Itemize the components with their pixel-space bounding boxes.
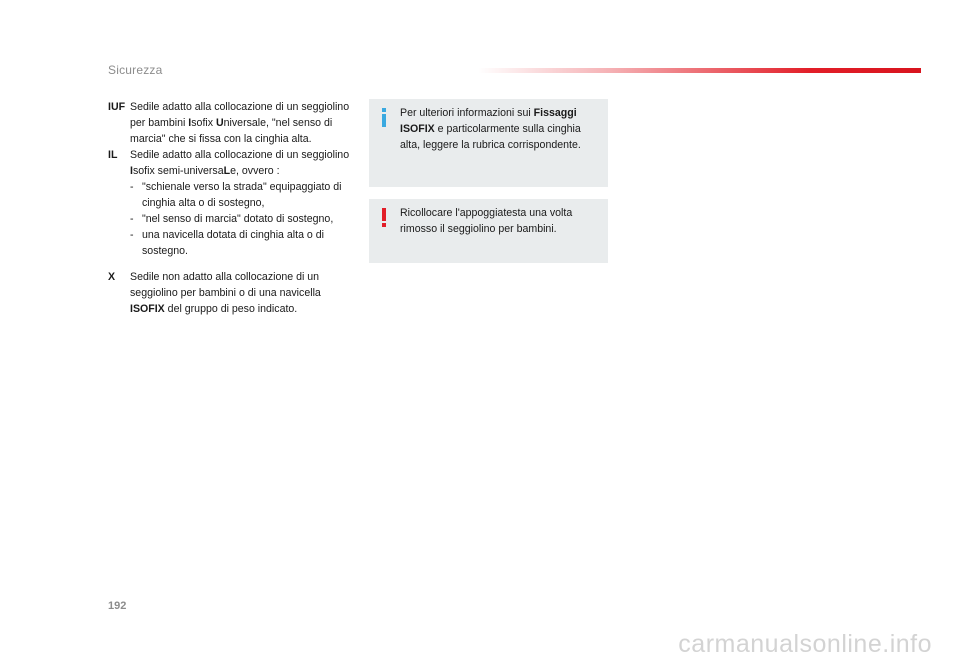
info-text: Per ulteriori informazioni sui Fissaggi ISOFIX e particolarmente sulla cinghia alta, leggere la rubrica corrispondente. bbox=[400, 107, 581, 151]
legend-entry-iuf bbox=[108, 99, 358, 147]
seat-legend bbox=[108, 99, 358, 317]
header-accent-bar bbox=[478, 68, 921, 73]
page-number: 192 bbox=[108, 600, 127, 612]
section-title: Sicurezza bbox=[108, 63, 163, 77]
watermark: carmanualsonline.info bbox=[678, 630, 932, 658]
legend-bullet: - "schienale verso la strada" equipaggiato di cinghia alta o di sostegno, bbox=[130, 181, 342, 209]
legend-description: Sedile adatto alla collocazione di un seggiolino per bambini Isofix Universale, "nel senso di marcia" che si fissa con la cinghia alta. bbox=[130, 101, 350, 145]
info-box bbox=[369, 99, 608, 187]
legend-description: Sedile adatto alla collocazione di un seggiolino Isofix semi-universaLe, ovvero : bbox=[130, 149, 350, 177]
warning-box bbox=[369, 199, 608, 263]
legend-description: Sedile non adatto alla collocazione di un seggiolino per bambini o di una navicella ISOFIX del gruppo di peso indicato. bbox=[130, 271, 321, 315]
legend-bullet: - una navicella dotata di cinghia alta o di sostegno. bbox=[130, 229, 324, 257]
info-icon bbox=[377, 107, 391, 129]
legend-code: IL bbox=[108, 149, 118, 161]
legend-code: X bbox=[108, 271, 116, 283]
legend-entry-il bbox=[108, 147, 358, 259]
warning-text: Ricollocare l'appoggiatesta una volta rimosso il seggiolino per bambini. bbox=[400, 207, 573, 235]
exclamation-icon bbox=[377, 207, 391, 229]
legend-code: IUF bbox=[108, 101, 126, 113]
legend-entry-x bbox=[108, 269, 358, 317]
legend-bullet: - "nel senso di marcia" dotato di sostegno, bbox=[130, 213, 334, 225]
